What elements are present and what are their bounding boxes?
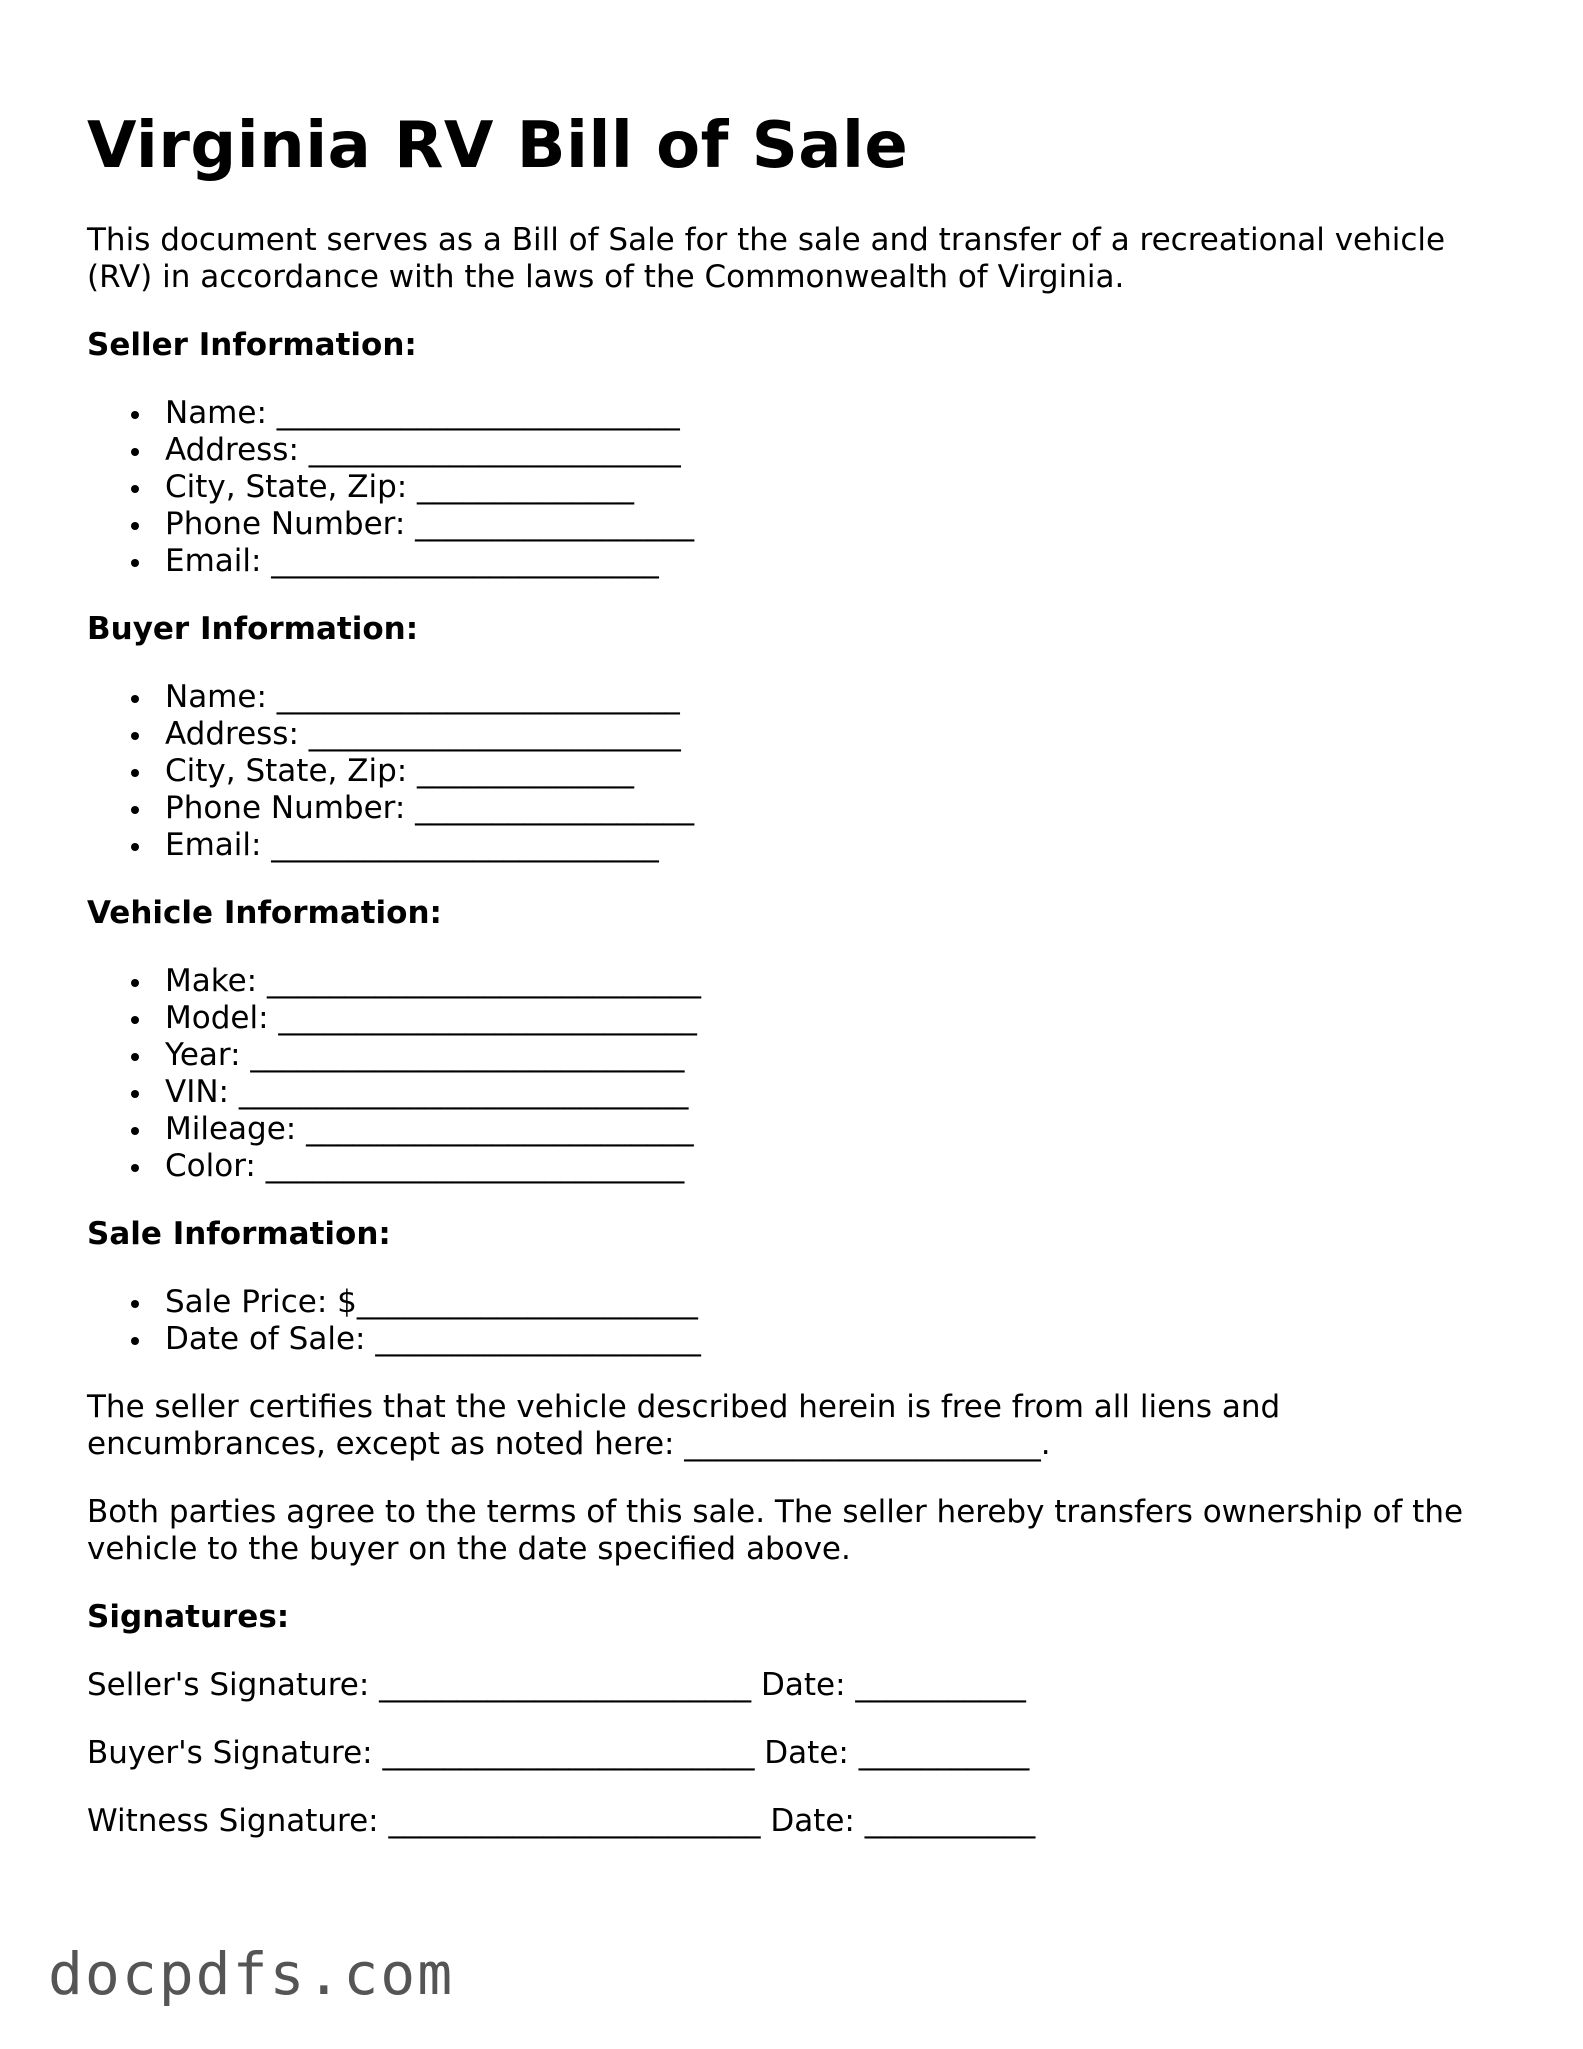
vehicle-mileage-field: Mileage: _________________________ bbox=[131, 1111, 1507, 1148]
vehicle-make-field: Make: ____________________________ bbox=[131, 963, 1507, 1000]
seller-name-field: Name: __________________________ bbox=[131, 395, 1507, 432]
seller-phone-field: Phone Number: __________________ bbox=[131, 506, 1507, 543]
seller-city-state-zip-field: City, State, Zip: ______________ bbox=[131, 469, 1507, 506]
intro-paragraph: This document serves as a Bill of Sale for the sale and transfer of a recreational vehicle (RV) in accordance with the laws of the Commonwealth of Virginia. bbox=[87, 222, 1446, 295]
buyer-signature-line: Buyer's Signature: ________________________ Date: ___________ bbox=[87, 1735, 1030, 1771]
buyer-name-field: Name: __________________________ bbox=[131, 679, 1507, 716]
witness-signature-line: Witness Signature: ________________________ Date: ___________ bbox=[87, 1803, 1036, 1839]
buyer-email-field: Email: _________________________ bbox=[131, 827, 1507, 864]
vehicle-heading: Vehicle Information: bbox=[87, 895, 442, 931]
buyer-city-state-zip-field: City, State, Zip: ______________ bbox=[131, 753, 1507, 790]
watermark: docpdfs.com bbox=[48, 1940, 455, 2008]
sale-heading: Sale Information: bbox=[87, 1216, 391, 1252]
sale-price-field: Sale Price: $______________________ bbox=[131, 1284, 1507, 1321]
vehicle-year-field: Year: ____________________________ bbox=[131, 1037, 1507, 1074]
buyer-phone-field: Phone Number: __________________ bbox=[131, 790, 1507, 827]
vehicle-color-field: Color: ___________________________ bbox=[131, 1148, 1507, 1185]
vehicle-model-field: Model: ___________________________ bbox=[131, 1000, 1507, 1037]
sale-date-field: Date of Sale: _____________________ bbox=[131, 1321, 1507, 1358]
buyer-field-list bbox=[87, 679, 1507, 864]
seller-address-field: Address: ________________________ bbox=[131, 432, 1507, 469]
document-page bbox=[87, 0, 1507, 1840]
agreement-paragraph: Both parties agree to the terms of this sale. The seller hereby transfers ownership of the vehicle to the buyer on the date specified above. bbox=[87, 1494, 1464, 1567]
seller-heading: Seller Information: bbox=[87, 327, 417, 363]
vehicle-vin-field: VIN: _____________________________ bbox=[131, 1074, 1507, 1111]
seller-signature-line: Seller's Signature: ________________________ Date: ___________ bbox=[87, 1667, 1026, 1703]
seller-field-list bbox=[87, 395, 1507, 580]
buyer-address-field: Address: ________________________ bbox=[131, 716, 1507, 753]
document-title: Virginia RV Bill of Sale bbox=[87, 109, 909, 183]
liens-paragraph: The seller certifies that the vehicle described herein is free from all liens and encumbrances, except as noted here: _______________________. bbox=[87, 1389, 1281, 1462]
vehicle-field-list bbox=[87, 963, 1507, 1185]
buyer-heading: Buyer Information: bbox=[87, 611, 419, 647]
signatures-heading: Signatures: bbox=[87, 1599, 290, 1635]
sale-field-list bbox=[87, 1284, 1507, 1358]
seller-email-field: Email: _________________________ bbox=[131, 543, 1507, 580]
